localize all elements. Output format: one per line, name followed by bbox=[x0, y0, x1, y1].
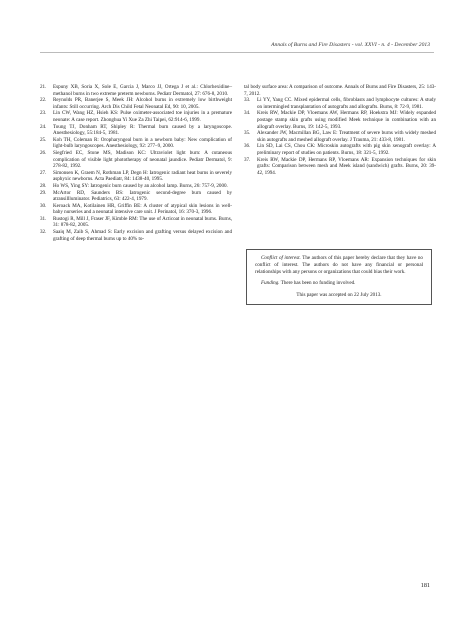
reference-text: Lin SD, Lai CS, Chou CK: Microskin autografts with pig skin xenograft overlay: A preliminary report of studies on patients. Burns, 18: 321-5, 1992. bbox=[257, 143, 436, 156]
conflict-label: Conflict of interest. bbox=[261, 255, 301, 261]
reference-item bbox=[40, 97, 232, 110]
funding-text: There has been no funding involved. bbox=[279, 280, 356, 287]
reference-text: Saaiq M, Zaib S, Ahmad S: Early excision and grafting versus delayed excision and grafting of deep thermal burns up to 40% to- bbox=[53, 229, 232, 242]
reference-item bbox=[40, 183, 232, 190]
reference-text: Kreis RW, Mackie DP, Hermans RP, Vloemans AR: Expansion techniques for skin grafts: Comparison between mesh and Meek island (sandwich) grafts. Burns, 20: 39-42, 1994. bbox=[257, 156, 436, 176]
funding-label: Funding. bbox=[261, 280, 280, 287]
reference-text: Ho WS, Ying SY: Iatrogenic burn caused by an alcohol lamp. Burns, 26: 757-9, 2000. bbox=[53, 182, 228, 189]
reference-continuation: tal body surface area: A comparison of outcome. Annals of Burns and Fire Disasters, 25: 143-7, 2012. bbox=[244, 84, 436, 97]
reference-item bbox=[244, 110, 436, 130]
reference-text: Espuny XB, Soria X, Sole E, Garcia J, Marco JJ, Ortega J et al.: Chlorhexidine–methanol burns in two extreme preterm newborns. Pediatr Dermatol, 27: 676-8, 2010. bbox=[53, 84, 232, 97]
reference-number: 29. bbox=[40, 189, 47, 196]
reference-item bbox=[244, 143, 436, 156]
reference-text: Alexander JW, Macmillan BG, Law E: Treatment of severe burns with widely meshed skin autografts and meshed allograft overlay. J Trauma, 21: 433-8, 1981. bbox=[257, 130, 436, 143]
reference-text: Koh TH, Coleman R: Oropharyngeal burn in a newborn baby: New complication of light-bulb laryngoscopes. Anesthesiology, 92: 277–9, 2000. bbox=[53, 136, 232, 150]
reference-item bbox=[244, 130, 436, 143]
reference-text: Reynolds PR, Banerjee S, Meek JH: Alcohol burns in extremely low birthweight infants: Still occurring. Arch Dis Child Fetal Neonatal Ed, 90: 10, 2005. bbox=[53, 97, 232, 110]
reference-text: Simonsen K, Graem N, Rothman LP, Degn H: Iatrogenic radiant heat burns in severely asphyxic newborns. Acta Paediatr, 84: 1438-40, 1995. bbox=[53, 169, 232, 183]
reference-number: 28. bbox=[40, 182, 47, 189]
reference-number: 24. bbox=[40, 123, 47, 130]
reference-item bbox=[40, 84, 232, 97]
reference-number: 23. bbox=[40, 110, 47, 117]
reference-text: Toung TJ, Donham RT, Shipley R: Thermal burn caused by a laryngoscope. Anesthesiology, 55:184-5, 1981. bbox=[53, 123, 232, 137]
reference-text: Kreis RW, Mackie DP, Vloemans AW, Hermans RP, Hoekstra MJ: Widely expanded postage stamp skin grafts using modified Meek technique in combination with an allograft overlay. Burns, 19: 142-5, 1993. bbox=[257, 110, 436, 130]
reference-number: 27. bbox=[40, 169, 47, 176]
reference-text: Rustogi R, Mill J, Fraser JF, Kimble RM: The use of Acticoat in neonatal burns. Burns, 31: 878-82, 2005. bbox=[53, 215, 232, 229]
reference-number: 21. bbox=[40, 84, 47, 90]
reference-item bbox=[40, 110, 232, 123]
reference-item bbox=[244, 157, 436, 177]
reference-number: 31. bbox=[40, 215, 47, 222]
reference-text: Lin CW, Wang HZ, Hsieh KS: Pulse oximeter-associated toe injuries in a premature neonate: A case report. Zhonghua Yi Xue Za Zhi Taipei, 62:914-6, 1999. bbox=[53, 110, 232, 123]
reference-text: Li YY, Yang CC. Mixed epidermal cells, fibroblasts and lymphocyte cultures: A study on intermingled transplantation of autografts and allografts. Burns, 8: 72-9, 1981. bbox=[257, 97, 436, 110]
reference-number: 37. bbox=[244, 156, 251, 163]
accepted-date: This paper was accepted on 22 July 2013. bbox=[296, 292, 382, 299]
reference-item bbox=[40, 137, 232, 150]
reference-number: 35. bbox=[244, 130, 251, 137]
reference-item bbox=[40, 203, 232, 216]
reference-number: 33. bbox=[244, 97, 251, 104]
reference-text: Keroack MA, Kotilainen HR, Griffin BE: A cluster of atypical skin lesions in well-baby nurseries and a neonatal intensive care unit. J Perinatol, 16: 370-3, 1996. bbox=[53, 202, 232, 216]
funding-paragraph bbox=[255, 280, 423, 287]
conflict-paragraph bbox=[255, 255, 423, 275]
reference-item bbox=[40, 190, 232, 203]
reference-number: 26. bbox=[40, 149, 47, 156]
running-header: Annals of Burns and Fire Disasters - vol. XXVI - n. 4 - December 2013 bbox=[271, 42, 430, 48]
reference-item bbox=[40, 170, 232, 183]
reference-text: Siegfried EC, Stone MS, Madison KC: Ultraviolet light burn: A cutaneous complication of visible light phototherapy of neonatal jaundice. Pediatr Dermatol, 9: 278-82, 1992. bbox=[53, 149, 232, 170]
references-left-column bbox=[40, 84, 232, 242]
reference-text: McArtor RD, Saunders BS: Iatrogenic second-degree burn caused by atransillluminator. Pediatrics, 63: 422-4, 1979. bbox=[53, 189, 232, 203]
reference-item bbox=[40, 216, 232, 229]
page-number: 181 bbox=[420, 582, 430, 589]
reference-item bbox=[40, 124, 232, 137]
references-right-column bbox=[244, 84, 436, 176]
reference-item bbox=[40, 229, 232, 242]
reference-number: 34. bbox=[244, 110, 251, 117]
header-rule bbox=[40, 52, 434, 53]
conflict-of-interest-box bbox=[246, 249, 432, 305]
reference-item bbox=[244, 97, 436, 110]
reference-number: 30. bbox=[40, 202, 47, 209]
reference-number: 22. bbox=[40, 97, 47, 104]
reference-number: 32. bbox=[40, 229, 47, 236]
reference-item bbox=[40, 150, 232, 170]
reference-number: 36. bbox=[244, 143, 251, 150]
conflict-text: The authors of this paper hereby declare that they have no conflict of interest. The authors do not have any financial or personal relationships with any persons or organizations that could bias their work. bbox=[255, 255, 423, 275]
reference-number: 25. bbox=[40, 136, 47, 143]
